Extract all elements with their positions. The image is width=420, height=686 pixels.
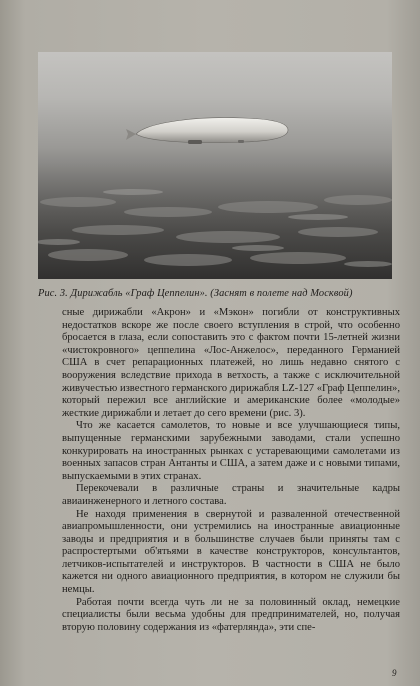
airship-shape [126, 118, 288, 144]
paragraph-5: Работая почти всегда чуть ли не за половинный оклад, немецкие специалисты были весьма удобны для предпринимателей, но, получая вторую половину содержания из «фатерлянда», эти спе- [62, 596, 400, 633]
airship-photo-illustration [38, 52, 392, 279]
paragraph-2: Что же касается самолетов, то новые и все улучшающиеся типы, выпущенные германскими зарубежными заводами, стали успешно конкурировать на иностранных рынках с устаревающими самолетами из военных запасов стран Антанты и США, а затем даже и с новыми типами, выпускаемыми в этих странах. [62, 420, 400, 482]
paragraph-4: Не находя применения в свернутой и развaленной отечественной авиапромышленности, они устремились на иностранные авиационные заводы и предприятия и в большинстве случаев были приняты там с распростертыми об'ятьями в качестве конструкторов, консультантов, летчиков-испытателей и инструкторов. В частности в США не было кажется ни одного авиационного предприятия, в котором не служили бы немцы. [62, 508, 400, 596]
zeppelin-photo [38, 52, 392, 279]
page-number: 9 [392, 668, 397, 678]
paragraph-3: Перекочевали в различные страны и значительные кадры авиаинженерного и летного состава. [62, 483, 400, 507]
paragraph-1: сные дирижабли «Акрон» и «Мэкон» погибли от конструктивных недостатков вскоре же после своего вступления в строй, что особенно бросается в глаза, если сопоставить это с фактом почти 15-летней жизни «чистокровного» цеппелина «Лос-Анжелос», переданного Германией США в счет репарационных платежей, но лишь недавно снятого с вооружения вследствие прихода в ветхость, а также с исключительной живучестью известного германского дирижабля LZ-127 «Граф Цеппелин», который пережил все английские и американские более «молодые» жесткие дирижабли и летает до сего времени (рис. 3). [62, 307, 400, 419]
figure-caption: Рис. 3. Дирижабль «Граф Цеппелин». (Заснят в полете над Москвой) [38, 288, 353, 299]
body-text [62, 307, 400, 634]
